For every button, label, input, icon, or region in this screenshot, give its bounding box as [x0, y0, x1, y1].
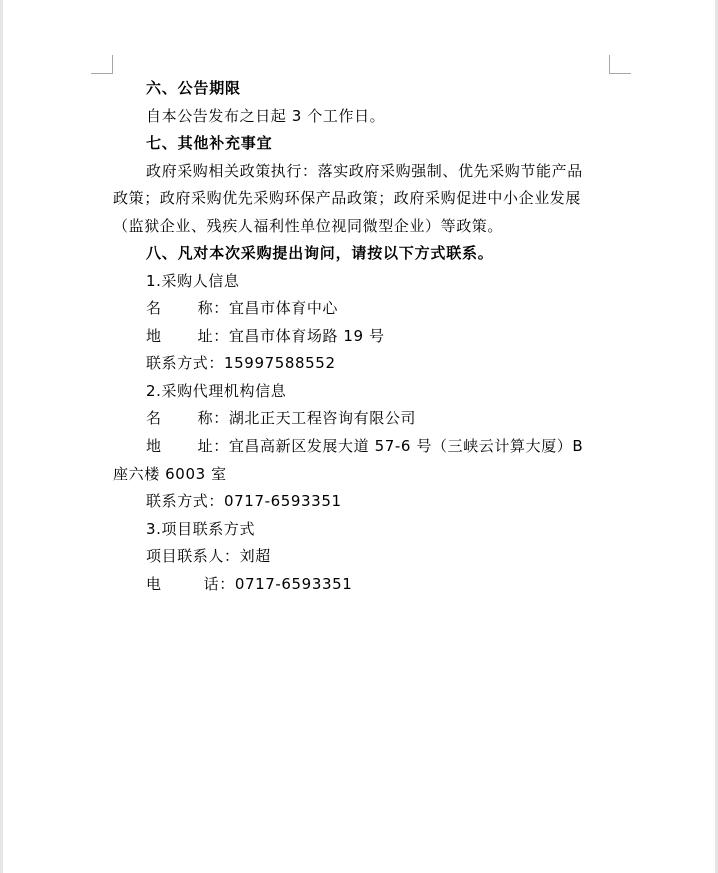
agency-contact-row: [146, 491, 342, 511]
agency-contact-label: 联系方式：: [146, 492, 225, 510]
section-7-paragraph-line-3: （监狱企业、残疾人福利性单位视同微型企业）等政策。: [113, 217, 504, 235]
agency-name-row: [146, 408, 416, 428]
purchaser-contact-row: [146, 353, 336, 373]
section-6-heading: 六、公告期限: [146, 79, 241, 97]
section-7-paragraph-line-1: 政府采购相关政策执行：落实政府采购强制、优先采购节能产品: [146, 162, 583, 180]
purchaser-address-label-2: 址：: [197, 327, 229, 345]
agency-contact-value: 0717-6593351: [224, 492, 342, 510]
section-7-heading: 七、其他补充事宜: [146, 134, 273, 152]
section-8-heading: 八、凡对本次采购提出询问，请按以下方式联系。: [146, 244, 494, 262]
purchaser-address-row: [146, 326, 385, 346]
project-phone-value: 0717-6593351: [234, 575, 353, 593]
project-phone-label-2: 话：: [203, 575, 235, 593]
agency-address-label-1: 地: [146, 437, 162, 455]
crop-mark-top-left: [91, 55, 113, 74]
agency-title: 2.采购代理机构信息: [146, 382, 287, 400]
purchaser-name-label-1: 名: [146, 299, 162, 317]
crop-mark-top-right: [609, 55, 631, 74]
agency-name-label-1: 名: [146, 409, 162, 427]
agency-name-value: 湖北正天工程咨询有限公司: [228, 409, 417, 427]
purchaser-address-value: 宜昌市体育场路 19 号: [228, 327, 385, 345]
project-phone-label-1: 电: [146, 575, 162, 593]
project-person-value: 刘超: [239, 547, 271, 565]
section-7-paragraph-line-2: 政策；政府采购优先采购环保产品政策；政府采购促进中小企业发展: [113, 189, 582, 207]
project-person-label: 项目联系人：: [146, 547, 240, 565]
agency-name-label-2: 称：: [197, 409, 229, 427]
purchaser-title: 1.采购人信息: [146, 272, 240, 290]
project-title: 3.项目联系方式: [146, 520, 256, 538]
agency-address-label-2: 址：: [197, 437, 229, 455]
purchaser-name-value: 宜昌市体育中心: [228, 299, 339, 317]
document-page: [3, 0, 715, 873]
agency-address-row: [146, 436, 583, 456]
project-phone-row: [146, 574, 352, 594]
section-6-text: 自本公告发布之日起 3 个工作日。: [146, 107, 386, 125]
agency-address-value-line-2: 座六楼 6003 室: [113, 465, 227, 483]
purchaser-contact-label: 联系方式：: [146, 354, 225, 372]
project-person-row: [146, 546, 271, 566]
purchaser-contact-value: 15997588552: [224, 354, 336, 372]
purchaser-name-row: [146, 298, 338, 318]
agency-address-value-line-1: 宜昌高新区发展大道 57-6 号（三峡云计算大厦）B: [228, 437, 584, 455]
purchaser-name-label-2: 称：: [197, 299, 229, 317]
purchaser-address-label-1: 地: [146, 327, 162, 345]
